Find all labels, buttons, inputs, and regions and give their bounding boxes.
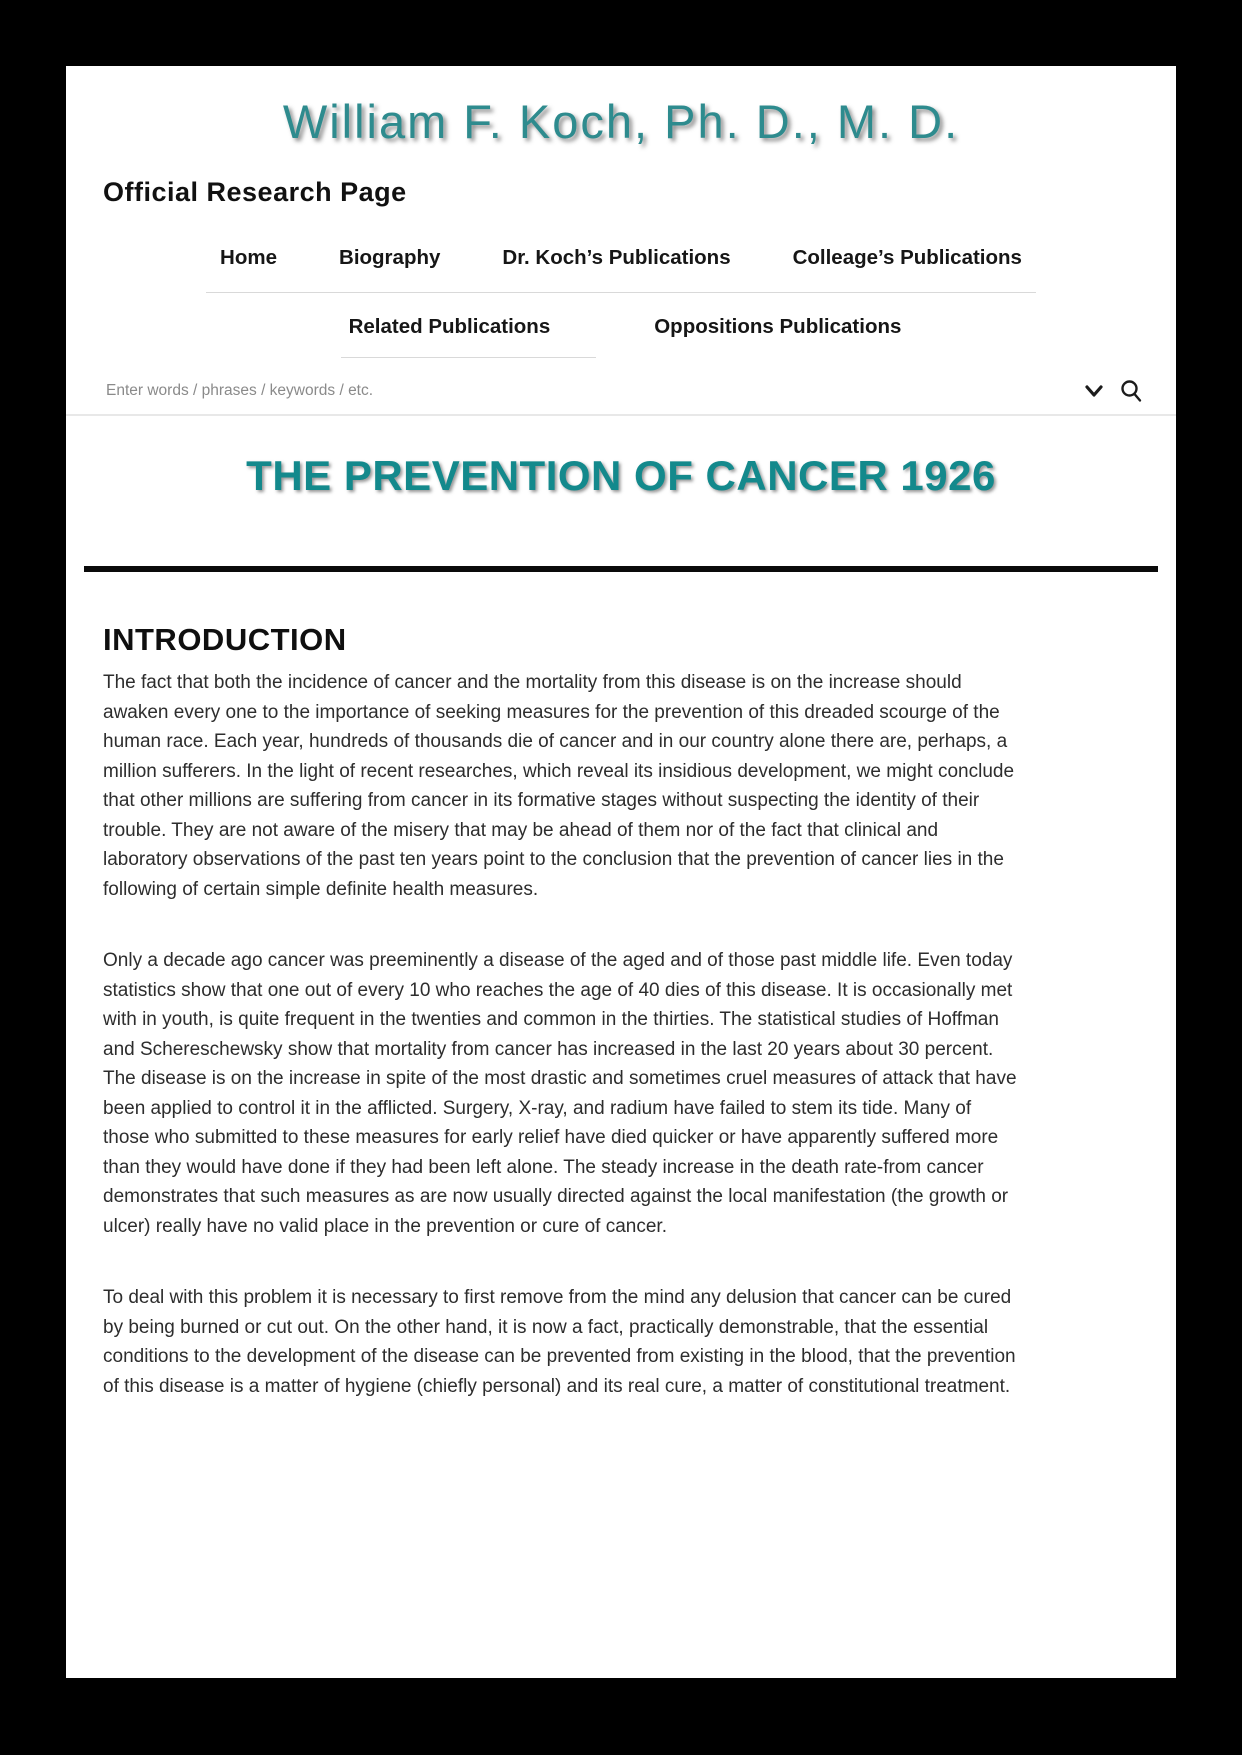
paragraph-1: The fact that both the incidence of cancer and the mortality from this disease is on the increase should awaken every one to the importance of seeking measures for the prevention of this dreaded scourge of the human race. Each year, hundreds of thousands die of cancer and in our country alone there are, perhaps, a million sufferers. In the light of recent researches, which reveal its insidious development, we might conclude that other millions are suffering from cancer in its formative stages without suspecting the identity of their trouble. They are not aware of the misery that may be ahead of them nor of the fact that clinical and laboratory observations of the past ten years point to the conclusion that the prevention of cancer lies in the following of certain simple definite health measures.	[103, 672, 1015, 900]
nav-item-colleage-publications[interactable]: Colleage’s Publications	[792, 246, 1022, 269]
section-heading: INTRODUCTION	[103, 622, 347, 657]
nav-row-secondary	[341, 315, 902, 358]
paragraph-3: To deal with this problem it is necessary to first remove from the mind any delusion that cancer can be cured by being burned or cut out. On the other hand, it is now a fact, practically demonstrable, that the essential conditions to the development of the disease can be prevented from existing in the blood, that the prevention of this disease is a matter of hygiene (chiefly personal) and its real cure, a matter of constitutional treatment.	[103, 1287, 1016, 1397]
nav-item-related-publications[interactable]: Related Publications	[341, 315, 597, 358]
search-icon[interactable]	[1118, 378, 1144, 404]
article-body	[103, 622, 1020, 1401]
search-bar	[66, 370, 1176, 416]
main-nav	[66, 246, 1176, 358]
content-card	[66, 66, 1176, 1678]
nav-row-primary	[206, 246, 1036, 293]
nav-item-home[interactable]: Home	[220, 246, 278, 269]
site-title: William F. Koch, Ph. D., M. D.	[282, 95, 960, 148]
title-divider	[84, 566, 1158, 572]
site-header	[66, 94, 1176, 208]
search-icon-group	[1082, 378, 1144, 404]
nav-item-dr-koch-publications[interactable]: Dr. Koch’s Publications	[502, 246, 731, 269]
search-input[interactable]	[104, 381, 1082, 401]
paragraph-2: Only a decade ago cancer was preeminently a disease of the aged and of those past middle life. Even today statistics show that one out of every 10 who reaches the age of 40 dies of this disease. It is occasionally met with in youth, is quite frequent in the twenties and common in the thirties. The statistical studies of Hoffman and Schereschewsky show that mortality from cancer has increased in the last 20 years about 30 percent. The disease is on the increase in spite of the most drastic and sometimes cruel measures of attack that have been applied to control it in the afflicted. Surgery, X-ray, and radium have failed to stem its tide. Many of those who submitted to these measures for early relief have died quicker or have apparently suffered more than they would have done if they had been left alone. The steady increase in the death rate-from cancer demonstrates that such measures as are now usually directed against the local manifestation (the growth or ulcer) really have no valid place in the prevention or cure of cancer.	[103, 950, 1017, 1237]
article-title: THE PREVENTION OF CANCER 1926	[246, 452, 996, 499]
nav-item-biography[interactable]: Biography	[339, 246, 441, 269]
chevron-down-icon[interactable]	[1082, 379, 1106, 403]
nav-item-oppositions-publications[interactable]: Oppositions Publications	[654, 315, 902, 338]
site-subtitle: Official Research Page	[103, 177, 407, 207]
